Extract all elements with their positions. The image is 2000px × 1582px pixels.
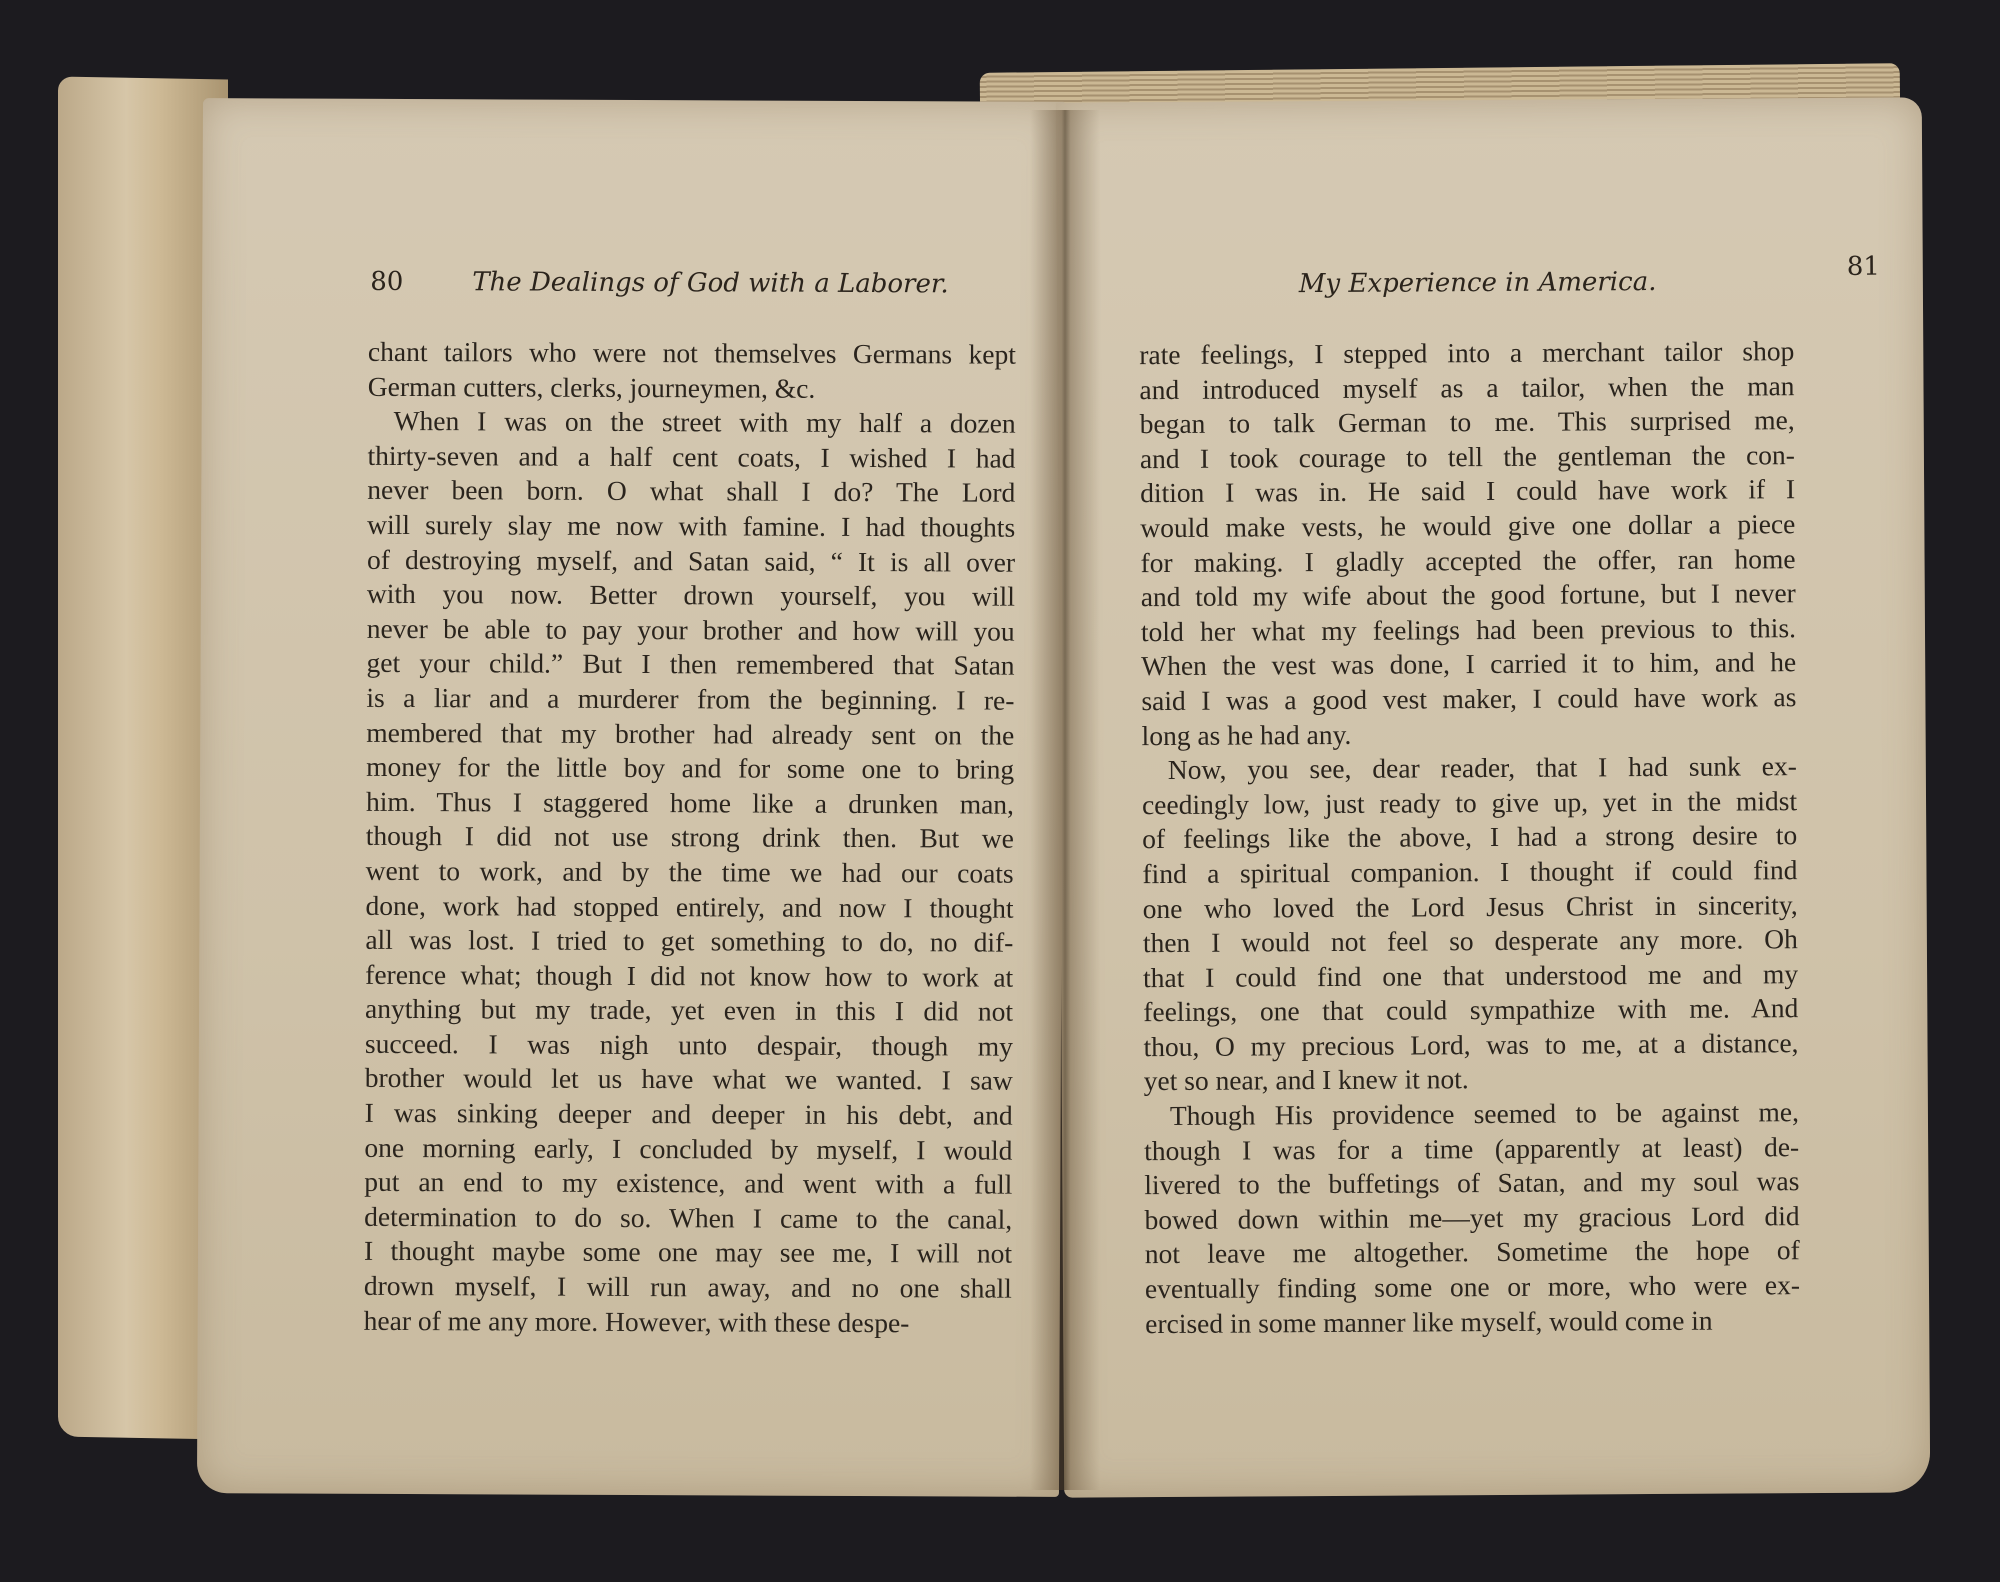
right-page-header xyxy=(1057,251,1923,310)
right-page-body xyxy=(1139,334,1800,1341)
text-line: went to work, and by the time we had our coats xyxy=(365,854,1014,889)
text-line: of feelings like the above, I had a strong desire to xyxy=(1142,819,1798,855)
text-line: chant tailors who were not themselves Germans kept xyxy=(367,335,1017,370)
text-line: of destroying myself, and Satan said, “ It is all over xyxy=(366,543,1016,578)
book-gutter xyxy=(1030,110,1100,1490)
text-line: put an end to my existence, and went with a full xyxy=(364,1166,1013,1200)
text-line: then I would not feel so desperate any more. Oh xyxy=(1142,923,1798,959)
text-line: him. Thus I staggered home like a drunken man, xyxy=(365,785,1015,820)
left-running-title: The Dealings of God with a Laborer. xyxy=(472,267,949,300)
text-line: ercised in some manner like myself, would come in xyxy=(1145,1304,1713,1339)
text-line: When the vest was done, I carried it to him, and he xyxy=(1141,646,1797,682)
text-line: told her what my feelings had been previous to this. xyxy=(1140,611,1797,647)
left-page-number: 80 xyxy=(370,266,404,298)
text-line: for making. I gladly accepted the offer, ran home xyxy=(1140,542,1796,578)
left-page-body xyxy=(364,335,1016,1341)
text-line: anything but my trade, yet even in this I did not xyxy=(365,993,1014,1027)
right-page xyxy=(1056,97,1931,1497)
text-line: brother would let us have what we wanted. I saw xyxy=(364,1062,1013,1097)
text-line: yet so near, and I knew it not. xyxy=(1143,1063,1469,1097)
text-line: thou, O my precious Lord, was to me, at a distance, xyxy=(1143,1027,1799,1063)
text-line: ceedingly low, just ready to give up, yet in the midst xyxy=(1141,784,1798,820)
text-line: one morning early, I concluded by myself, I would xyxy=(364,1131,1013,1166)
text-line: all was lost. I tried to get something to do, no dif- xyxy=(365,923,1014,958)
text-line: though I was for a time (apparently at least) de- xyxy=(1144,1130,1800,1166)
text-line: eventually finding some one or more, who were ex- xyxy=(1144,1269,1801,1305)
text-line: one who loved the Lord Jesus Christ in sincerity, xyxy=(1142,888,1798,924)
text-line: began to talk German to me. This surprised me, xyxy=(1139,404,1795,440)
text-line: hear of me any more. However, with these despe- xyxy=(363,1304,910,1338)
text-line: thirty-seven and a half cent coats, I wished I had xyxy=(367,439,1016,474)
text-line: dition I was in. He said I could have work if I xyxy=(1140,473,1796,509)
text-line: not leave me altogether. Sometime the hope of xyxy=(1144,1234,1800,1270)
text-line: get your child.” But I then remembered that Satan xyxy=(366,647,1015,682)
text-line: rate feelings, I stepped into a merchant tailor shop xyxy=(1139,335,1795,371)
right-page-number: 81 xyxy=(1846,251,1880,282)
left-page xyxy=(197,98,1065,1497)
text-line: and I took courage to tell the gentleman the con- xyxy=(1139,438,1796,474)
text-line: money for the little boy and for some one to bring xyxy=(366,750,1015,785)
text-line: though I did not use strong drink then. But we xyxy=(365,820,1014,854)
text-line: feelings, one that could sympathize with me. And xyxy=(1143,992,1799,1028)
text-line: Now, you see, dear reader, that I had sunk ex- xyxy=(1167,750,1797,786)
text-line: bowed down within me—yet my gracious Lord did xyxy=(1144,1199,1800,1235)
text-line: is a liar and a murderer from the beginning. I re- xyxy=(366,681,1015,716)
text-line: with you now. Better drown yourself, you will xyxy=(366,578,1015,612)
text-line: find a spiritual companion. I thought if could find xyxy=(1142,854,1798,890)
text-line: never be able to pay your brother and how will you xyxy=(366,612,1015,647)
text-line: I thought maybe some one may see me, I will not xyxy=(363,1235,1013,1270)
text-line: When I was on the street with my half a dozen xyxy=(393,405,1016,439)
text-line: will surely slay me now with famine. I had thoughts xyxy=(367,508,1016,543)
text-line: ference what; though I did not know how to work at xyxy=(365,958,1014,993)
text-line: Though His providence seemed to be against me, xyxy=(1169,1096,1800,1132)
text-line: said I was a good vest maker, I could have work as xyxy=(1141,681,1797,717)
text-line: drown myself, I will run away, and no one shall xyxy=(363,1269,1012,1304)
text-line: determination to do so. When I came to the canal, xyxy=(364,1200,1013,1235)
text-line: and introduced myself as a tailor, when the man xyxy=(1139,369,1795,405)
text-line: done, work had stopped entirely, and now I thought xyxy=(365,889,1014,924)
text-line: long as he had any. xyxy=(1141,718,1352,751)
text-line: livered to the buffetings of Satan, and my soul was xyxy=(1144,1165,1800,1201)
right-running-title: My Experience in America. xyxy=(1298,266,1657,300)
text-line: that I could find one that understood me and my xyxy=(1142,957,1799,993)
text-line: German cutters, clerks, journeymen, &c. xyxy=(367,370,816,404)
text-line: never been born. O what shall I do? The Lord xyxy=(367,474,1016,509)
text-line: I was sinking deeper and deeper in his debt, and xyxy=(364,1096,1013,1131)
left-page-header xyxy=(202,266,1064,310)
text-line: membered that my brother had already sent on the xyxy=(366,716,1015,751)
text-line: and told my wife about the good fortune, but I never xyxy=(1140,577,1796,613)
text-line: succeed. I was nigh unto despair, though my xyxy=(364,1027,1013,1062)
text-line: would make vests, he would give one dollar a piece xyxy=(1140,508,1796,544)
